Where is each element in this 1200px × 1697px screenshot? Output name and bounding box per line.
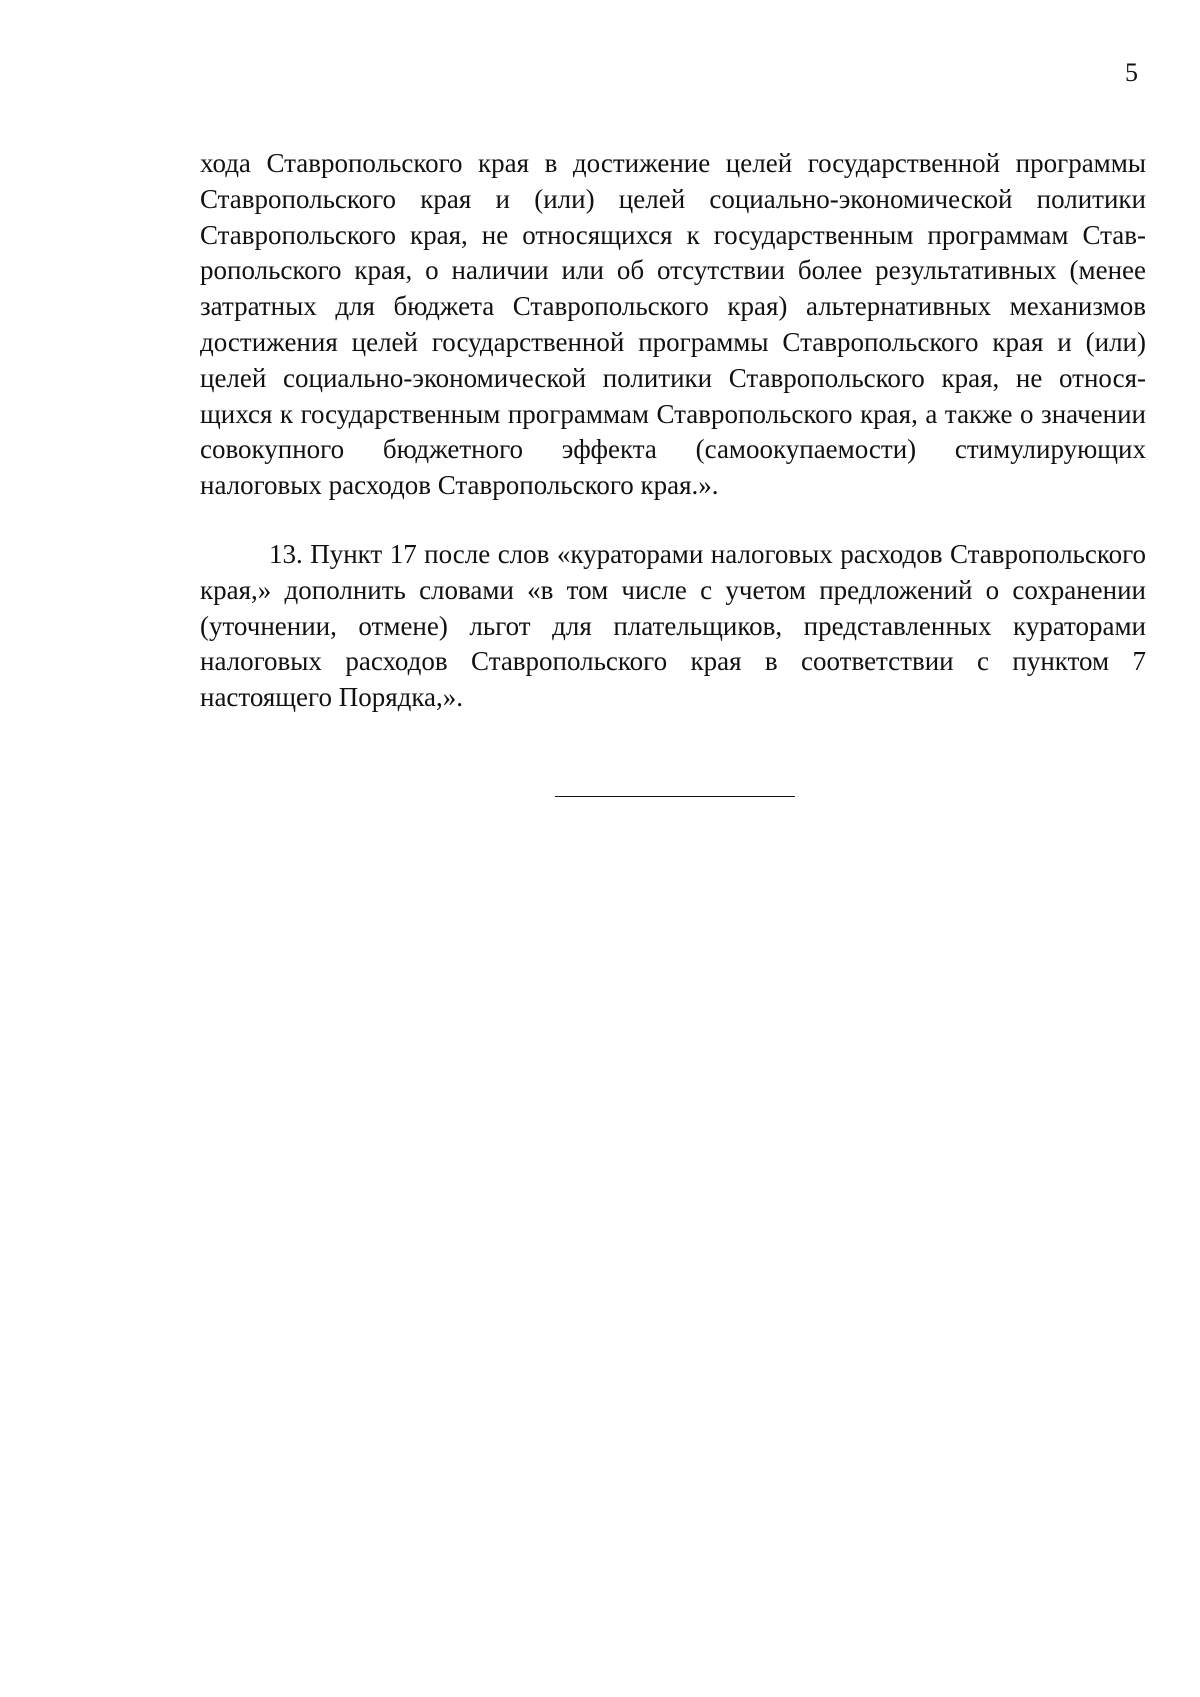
paragraph-continuation: хода Ставропольского края в достижение целей государственной программы Ставропольского края и (или) целей социально-экономической политики Ставропольского края, не относящихся к государственным программам Ставропольского края, о наличии или об отсутствии более результативных (менее затратных для бюджета Ставропольского края) альтернативных механизмов достижения целей государственной программы Ставропольского края и (или) целей социально-экономической политики Ставропольского края, не относящихся к государственным программам Ставропольского края, а также о значении совокупного бюджетного эффекта (самоокупаемости) стимулирующих налоговых расходов Ставропольского края.». (200, 148, 1146, 501)
paragraph-item-13: 13. Пункт 17 после слов «кураторами налоговых расходов Ставропольского края,» дополнить словами «в том числе с учетом предложений о сохранении (уточнении, отмене) льгот для плательщиков, представленных кураторами налоговых расходов Ставропольского края в соответствии с пунктом 7 настоящего Порядка,». (200, 538, 1146, 713)
page-number: 5 (1125, 58, 1138, 87)
document-body (200, 146, 1146, 716)
end-of-document-rule (555, 796, 795, 797)
